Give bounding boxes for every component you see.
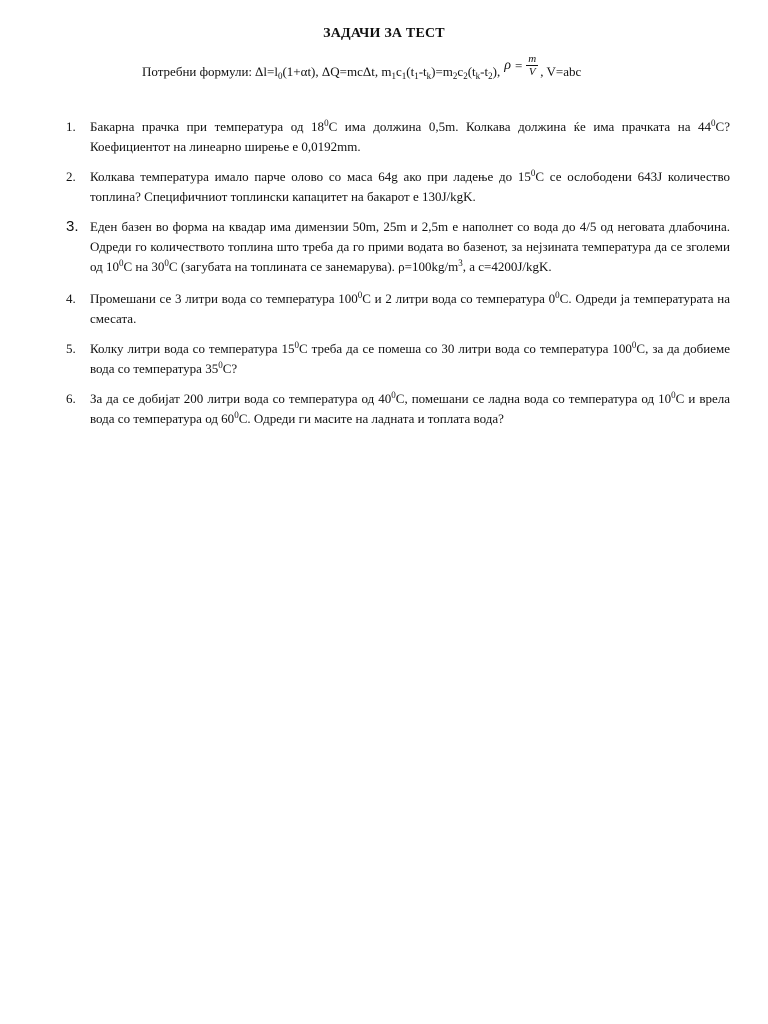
formula-heat: ΔQ=mcΔt,: [321, 64, 379, 79]
list-item: [66, 339, 730, 379]
formulas-line: [142, 53, 582, 84]
problem-number: 1.: [66, 119, 76, 134]
problem-list: [66, 117, 730, 429]
formula-density: ρ = $\frac{m}{V}$: [504, 53, 537, 78]
list-item: [66, 117, 730, 157]
formulas-label: Потребни формули:: [142, 64, 253, 79]
problem-text: Бакарна прачка при температура од $18^0C$ има должина 0,5m. Колкава должина ќе има прачката на $44^0C$? Коефициентот на линеарно ширење е 0,0192mm.: [90, 118, 730, 154]
density-fraction: $\frac{m}{V}$: [528, 53, 537, 78]
list-item: [66, 389, 730, 429]
problem-number: 3.: [66, 218, 79, 235]
problem-text: Промешани се 3 литри вода со температура $100^0C$ и 2 литри вода со температура $0^0C$. Одреди ја температурата на смесата.: [90, 290, 730, 326]
problem-text: Колкава температура имало парче олово со маса 64g ако при ладење до $15^0C$ се ослободени 643J количество топлина? Специфичниот топлински капацитет на бакарот е 130J/kgK.: [90, 168, 730, 204]
formula-volume: , V=abc: [540, 64, 582, 79]
problem-text: За да се добијат 200 литри вода со температура од $40^0C$, помешани се ладна вода со температура од $10^0C$ и врела вода со температура од $60^0C$. Одреди ги масите на ладната и топлата вода?: [90, 390, 730, 426]
problem-text: Колку литри вода со температура $15^0C$ треба да се помеша со 30 литри вода со температура $100^0C$, за да добиеме вода со температура $35^0C$?: [90, 340, 730, 376]
list-item: [66, 217, 730, 277]
problem-number: 2.: [66, 169, 76, 184]
formula-heat-balance: $m_1c_1(t_1-t_k)=m_2c_2(t_k-t_2)$,: [381, 64, 501, 81]
list-item: [66, 289, 730, 329]
problem-number: 5.: [66, 341, 76, 356]
problem-number: 6.: [66, 391, 76, 406]
formula-expansion: $\Delta l=l_0(1+\alpha t)$,: [255, 64, 319, 81]
list-item: [66, 167, 730, 207]
problem-text: Еден базен во форма на квадар има димензии 50m, 25m и 2,5m е наполнет со вода до 4/5 од неговата длабочина. Одреди го количеството топлина што треба да го прими водата во базенот, за нејзината температура да се зголеми од $10^0C$ на $30^0C$ (загубата на топлината се занемарува). $\rho=100kg/m^3$, а c=4200J/kgK.: [90, 219, 730, 274]
problem-number: 4.: [66, 291, 76, 306]
page-title: ЗАДАЧИ ЗА ТЕСТ: [323, 26, 445, 41]
